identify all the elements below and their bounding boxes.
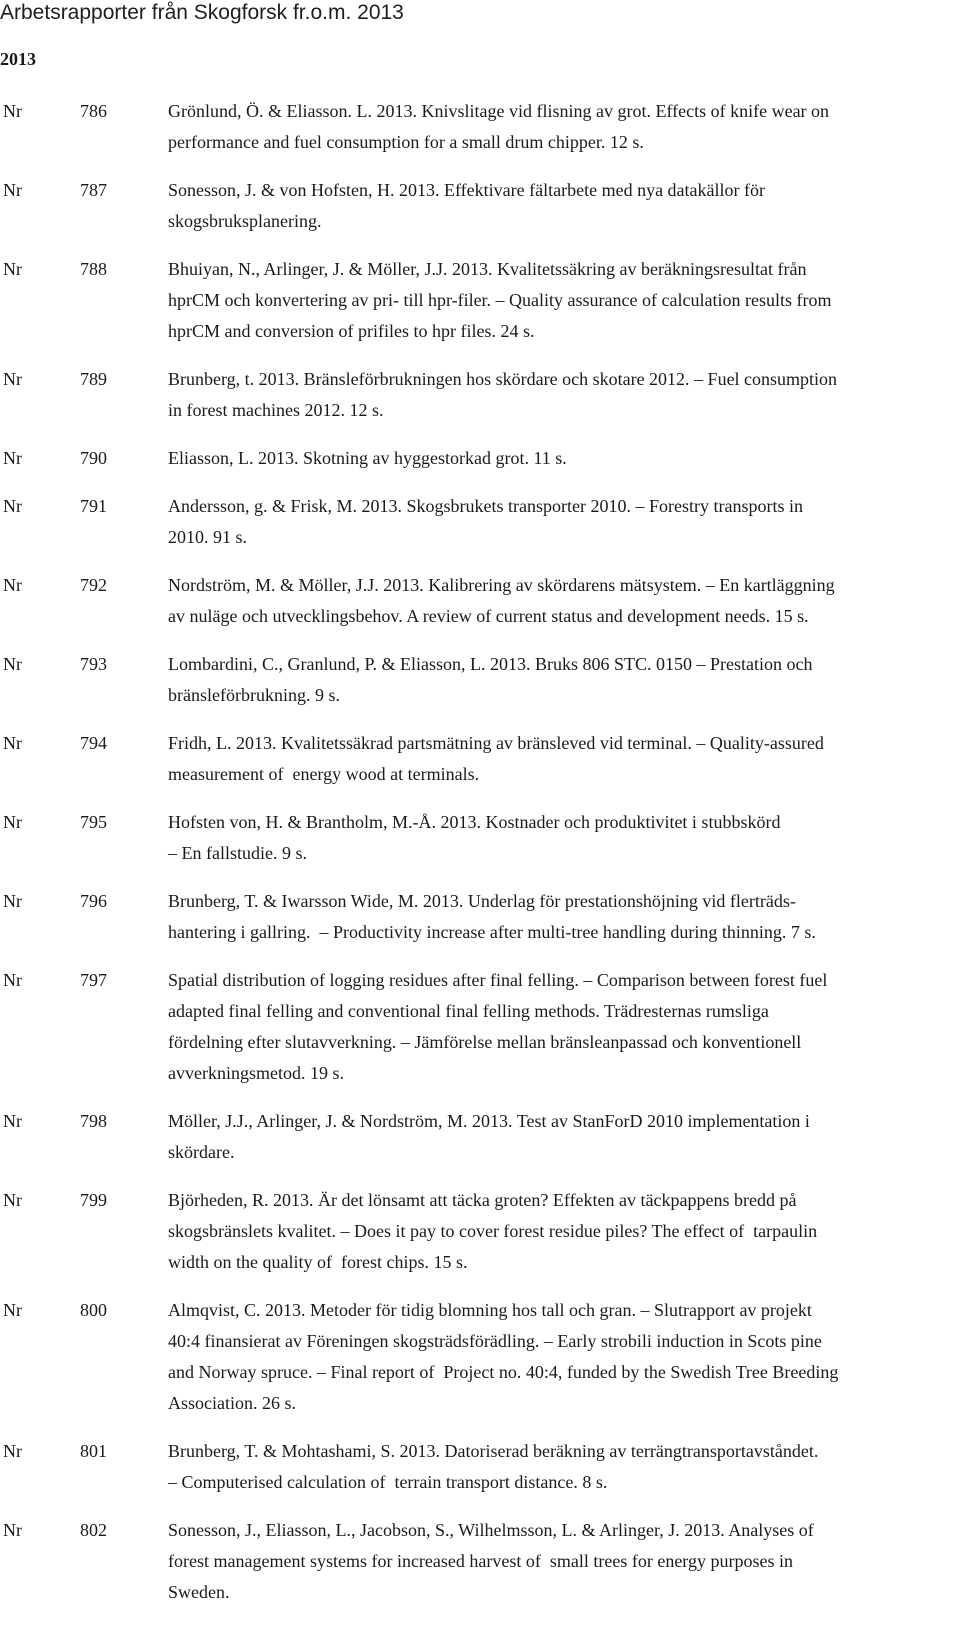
entry-number: 802 bbox=[80, 1520, 107, 1540]
entry-number: 788 bbox=[80, 259, 107, 279]
citation-line: 2010. 91 s. bbox=[168, 527, 248, 547]
entry-number: 791 bbox=[80, 496, 107, 516]
citation-line: width on the quality of forest chips. 15 s. bbox=[168, 1252, 468, 1272]
citation-line: 40:4 finansierat av Föreningen skogsträdsförädling. – Early strobili induction in Scots pine bbox=[168, 1331, 822, 1351]
entry-number: 795 bbox=[80, 812, 107, 832]
entry-number: 793 bbox=[80, 654, 107, 674]
citation-line: Andersson, g. & Frisk, M. 2013. Skogsbrukets transporter 2010. – Forestry transports in bbox=[168, 496, 803, 516]
entry-number: 800 bbox=[80, 1300, 107, 1320]
citation-line: hantering i gallring. – Productivity increase after multi-tree handling during thinning. 7 s. bbox=[168, 922, 816, 942]
entry-prefix: Nr bbox=[3, 180, 22, 200]
citation-line: and Norway spruce. – Final report of Project no. 40:4, funded by the Swedish Tree Breeding bbox=[168, 1362, 839, 1382]
citation-line: skördare. bbox=[168, 1142, 235, 1162]
report-entry bbox=[0, 175, 960, 237]
report-entry bbox=[0, 1436, 960, 1498]
citation-line: Sonesson, J. & von Hofsten, H. 2013. Effektivare fältarbete med nya datakällor för bbox=[168, 180, 766, 200]
entry-citation bbox=[168, 254, 958, 347]
entry-citation bbox=[168, 1436, 958, 1498]
entry-citation bbox=[168, 364, 958, 426]
entry-citation bbox=[168, 175, 958, 237]
entry-prefix: Nr bbox=[3, 496, 22, 516]
report-entry bbox=[0, 570, 960, 632]
report-entry bbox=[0, 1106, 960, 1168]
report-entry bbox=[0, 886, 960, 948]
entry-citation bbox=[168, 1185, 958, 1278]
citation-line: Almqvist, C. 2013. Metoder för tidig blomning hos tall och gran. – Slutrapport av projekt bbox=[168, 1300, 812, 1320]
citation-line: bränsleförbrukning. 9 s. bbox=[168, 685, 340, 705]
report-entry bbox=[0, 96, 960, 158]
entry-number: 792 bbox=[80, 575, 107, 595]
entry-citation bbox=[168, 728, 958, 790]
citation-line: av nuläge och utvecklingsbehov. A review of current status and development needs. 15 s. bbox=[168, 606, 809, 626]
citation-line: Brunberg, T. & Mohtashami, S. 2013. Datoriserad beräkning av terrängtransportavståndet. bbox=[168, 1441, 819, 1461]
citation-line: Brunberg, t. 2013. Bränsleförbrukningen hos skördare och skotare 2012. – Fuel consumption bbox=[168, 369, 838, 389]
entry-citation bbox=[168, 1515, 958, 1608]
citation-line: Grönlund, Ö. & Eliasson. L. 2013. Knivslitage vid flisning av grot. Effects of knife wear on bbox=[168, 101, 830, 121]
citation-line: forest management systems for increased harvest of small trees for energy purposes in bbox=[168, 1551, 793, 1571]
entry-number: 798 bbox=[80, 1111, 107, 1131]
citation-line: – En fallstudie. 9 s. bbox=[168, 843, 307, 863]
entry-citation bbox=[168, 1295, 958, 1419]
entry-prefix: Nr bbox=[3, 654, 22, 674]
citation-line: in forest machines 2012. 12 s. bbox=[168, 400, 384, 420]
entry-citation bbox=[168, 965, 958, 1089]
citation-line: – Computerised calculation of terrain transport distance. 8 s. bbox=[168, 1472, 608, 1492]
entry-number: 786 bbox=[80, 101, 107, 121]
report-entry bbox=[0, 807, 960, 869]
entry-citation bbox=[168, 1106, 958, 1168]
citation-line: Fridh, L. 2013. Kvalitetssäkrad partsmätning av bränsleved vid terminal. – Quality-assured bbox=[168, 733, 824, 753]
entry-citation bbox=[168, 649, 958, 711]
entry-number: 801 bbox=[80, 1441, 107, 1461]
report-entry bbox=[0, 1295, 960, 1419]
citation-line: Möller, J.J., Arlinger, J. & Nordström, M. 2013. Test av StanForD 2010 implementation i bbox=[168, 1111, 810, 1131]
entry-prefix: Nr bbox=[3, 369, 22, 389]
entry-citation bbox=[168, 570, 958, 632]
citation-line: Eliasson, L. 2013. Skotning av hyggestorkad grot. 11 s. bbox=[168, 448, 567, 468]
citation-line: hprCM and conversion of prifiles to hpr files. 24 s. bbox=[168, 321, 535, 341]
entry-prefix: Nr bbox=[3, 891, 22, 911]
entry-prefix: Nr bbox=[3, 575, 22, 595]
entry-prefix: Nr bbox=[3, 1441, 22, 1461]
report-entry bbox=[0, 364, 960, 426]
entry-number: 794 bbox=[80, 733, 107, 753]
entry-number: 799 bbox=[80, 1190, 107, 1210]
citation-line: Association. 26 s. bbox=[168, 1393, 296, 1413]
citation-line: Brunberg, T. & Iwarsson Wide, M. 2013. Underlag för prestationshöjning vid flerträds- bbox=[168, 891, 796, 911]
citation-line: Sweden. bbox=[168, 1582, 230, 1602]
citation-line: Björheden, R. 2013. Är det lönsamt att täcka groten? Effekten av täckpappens bredd på bbox=[168, 1190, 797, 1210]
entry-number: 797 bbox=[80, 970, 107, 990]
entry-prefix: Nr bbox=[3, 970, 22, 990]
entry-prefix: Nr bbox=[3, 259, 22, 279]
page-title: Arbetsrapporter från Skogforsk fr.o.m. 2013 bbox=[0, 1, 404, 24]
entry-prefix: Nr bbox=[3, 101, 22, 121]
entry-citation bbox=[168, 443, 958, 474]
citation-line: skogsbruksplanering. bbox=[168, 211, 322, 231]
citation-line: fördelning efter slutavverkning. – Jämförelse mellan bränsleanpassad och konventionell bbox=[168, 1032, 802, 1052]
entry-number: 790 bbox=[80, 448, 107, 468]
report-entry bbox=[0, 254, 960, 347]
entry-prefix: Nr bbox=[3, 733, 22, 753]
report-entry bbox=[0, 1185, 960, 1278]
entry-prefix: Nr bbox=[3, 448, 22, 468]
citation-line: hprCM och konvertering av pri- till hpr-filer. – Quality assurance of calculation results from bbox=[168, 290, 832, 310]
citation-line: Hofsten von, H. & Brantholm, M.-Å. 2013. Kostnader och produktivitet i stubbskörd bbox=[168, 812, 781, 832]
citation-line: measurement of energy wood at terminals. bbox=[168, 764, 480, 784]
entry-citation bbox=[168, 491, 958, 553]
citation-line: avverkningsmetod. 19 s. bbox=[168, 1063, 344, 1083]
report-entry bbox=[0, 491, 960, 553]
entry-citation bbox=[168, 807, 958, 869]
entry-number: 787 bbox=[80, 180, 107, 200]
citation-line: skogsbränslets kvalitet. – Does it pay to cover forest residue piles? The effect of tarpaulin bbox=[168, 1221, 818, 1241]
report-entry bbox=[0, 443, 960, 474]
entry-citation bbox=[168, 96, 958, 158]
report-entry bbox=[0, 649, 960, 711]
citation-line: adapted final felling and conventional final felling methods. Trädresternas rumsliga bbox=[168, 1001, 769, 1021]
citation-line: Nordström, M. & Möller, J.J. 2013. Kalibrering av skördarens mätsystem. – En kartläggning bbox=[168, 575, 835, 595]
citation-line: Bhuiyan, N., Arlinger, J. & Möller, J.J. 2013. Kvalitetssäkring av beräkningsresultat från bbox=[168, 259, 807, 279]
citation-line: Lombardini, C., Granlund, P. & Eliasson, L. 2013. Bruks 806 STC. 0150 – Prestation och bbox=[168, 654, 813, 674]
entry-number: 796 bbox=[80, 891, 107, 911]
entry-prefix: Nr bbox=[3, 1520, 22, 1540]
report-list bbox=[0, 96, 960, 1625]
entry-prefix: Nr bbox=[3, 1190, 22, 1210]
entry-prefix: Nr bbox=[3, 1111, 22, 1131]
entry-citation bbox=[168, 886, 958, 948]
report-entry bbox=[0, 1515, 960, 1608]
report-entry bbox=[0, 728, 960, 790]
entry-prefix: Nr bbox=[3, 1300, 22, 1320]
report-entry bbox=[0, 965, 960, 1089]
citation-line: Spatial distribution of logging residues after final felling. – Comparison between forest fuel bbox=[168, 970, 828, 990]
entry-number: 789 bbox=[80, 369, 107, 389]
entry-prefix: Nr bbox=[3, 812, 22, 832]
citation-line: Sonesson, J., Eliasson, L., Jacobson, S., Wilhelmsson, L. & Arlinger, J. 2013. Analyses of bbox=[168, 1520, 814, 1540]
year-heading: 2013 bbox=[0, 49, 36, 69]
citation-line: performance and fuel consumption for a small drum chipper. 12 s. bbox=[168, 132, 644, 152]
